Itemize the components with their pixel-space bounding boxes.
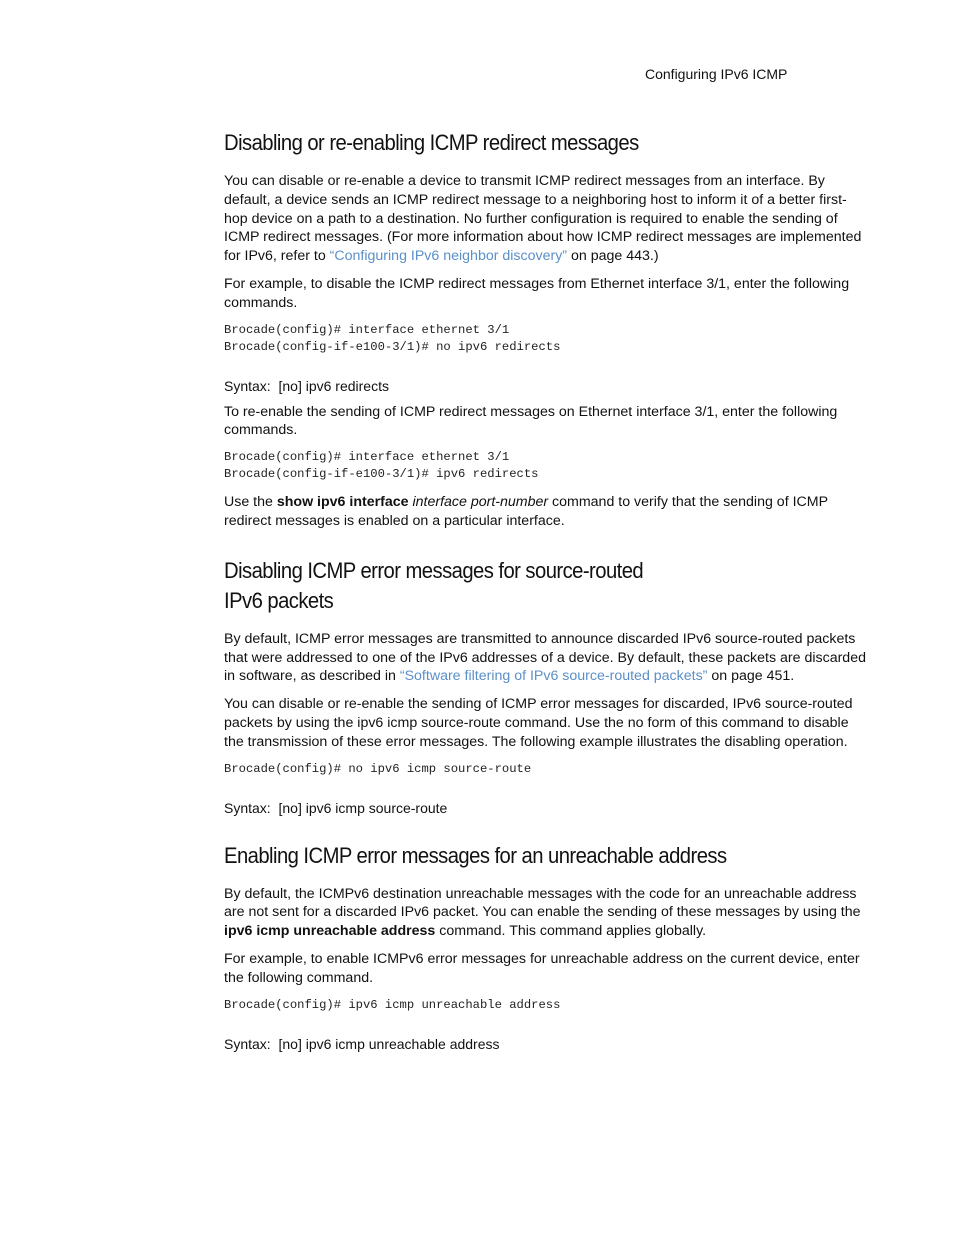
paragraph [224,172,868,266]
syntax-command: [no] ipv6 icmp source-route [278,799,448,816]
paragraph-text: command. Use the [500,714,628,731]
section-heading-redirect: Disabling or re-enabling ICMP redirect messages [224,130,639,155]
paragraph-text: form of this command to disable the transmission of these error messages. The following example illustrates the disabling operation. [224,714,849,750]
code-block: Brocade(config)# no ipv6 icmp source-route [224,761,532,776]
syntax-label: Syntax: [224,377,271,394]
syntax-line [224,378,868,394]
paragraph: For example, to enable ICMPv6 error messages for unreachable address on the current device, enter the following command. [224,950,860,986]
paragraph: To re-enable the sending of ICMP redirect messages on Ethernet interface 3/1, enter the following commands. [224,403,838,439]
syntax-label: Syntax: [224,799,271,816]
paragraph-text: command. This command applies globally. [435,923,707,940]
running-header: Configuring IPv6 ICMP [645,66,788,82]
code-block: Brocade(config)# ipv6 icmp unreachable address [224,997,561,1012]
cross-reference-link[interactable]: “Software filtering of IPv6 source-routed packets” [399,668,708,685]
cross-reference-link[interactable]: “Configuring IPv6 neighbor discovery” [329,248,568,265]
paragraph-text: You can disable or re-enable the sending of ICMP error messages for discarded, IPv6 source-routed packets by using the [224,696,853,731]
paragraph-text: Use the [224,494,277,511]
syntax-line [224,1036,868,1052]
syntax-command: [no] ipv6 icmp unreachable address [278,1035,500,1052]
paragraph [224,695,868,751]
paragraph: For example, to disable the ICMP redirect messages from Ethernet interface 3/1, enter the following commands. [224,275,850,311]
syntax-label: Syntax: [224,1035,271,1052]
section-heading-unreachable: Enabling ICMP error messages for an unreachable address [224,842,727,868]
section-heading-source-routed: Disabling ICMP error messages for source-routed IPv6 packets [224,557,644,613]
command-argument: interface port-number [412,494,549,511]
paragraph [224,630,868,686]
paragraph-text: By default, ICMP error messages are transmitted to announce discarded IPv6 source-routed packets that were addressed to one of the IPv6 addresses of a device. By default, these packets are discarded in software, as described in [224,630,866,685]
paragraph-text: By default, the ICMPv6 destination unreachable messages with the code for an unreachable address are not sent for a discarded IPv6 packet. You can enable the sending of these messages by using the [224,885,861,921]
paragraph-text: on page 443.) [567,248,659,265]
paragraph-text: You can disable or re-enable a device to transmit ICMP redirect messages from an interface. By default, a device sends an ICMP redirect message to a neighboring host to inform it of a better first-hop device on a path to a destination. No further configuration is required to enable the sending of ICMP redirect messages. (For more information about how ICMP redirect messages are implemented for IPv6, refer to [224,173,862,265]
syntax-line [224,800,868,816]
command-name: show ipv6 interface [276,494,409,511]
command-keyword: no [627,714,644,731]
syntax-command: [no] ipv6 redirects [278,377,389,394]
command-name: ipv6 icmp unreachable address [224,923,436,940]
code-block: Brocade(config)# interface ethernet 3/1 Brocade(config-if-e100-3/1)# no ipv6 redirects [224,322,561,354]
paragraph-text: on page 451. [707,668,795,685]
paragraph-text: command to verify that the sending of ICMP redirect messages is enabled on a particular interface. [224,494,828,529]
command-name: ipv6 icmp source-route [357,714,501,731]
paragraph [224,493,868,531]
code-block: Brocade(config)# interface ethernet 3/1 Brocade(config-if-e100-3/1)# ipv6 redirects [224,450,539,482]
paragraph [224,885,868,941]
page-content [224,128,868,1061]
